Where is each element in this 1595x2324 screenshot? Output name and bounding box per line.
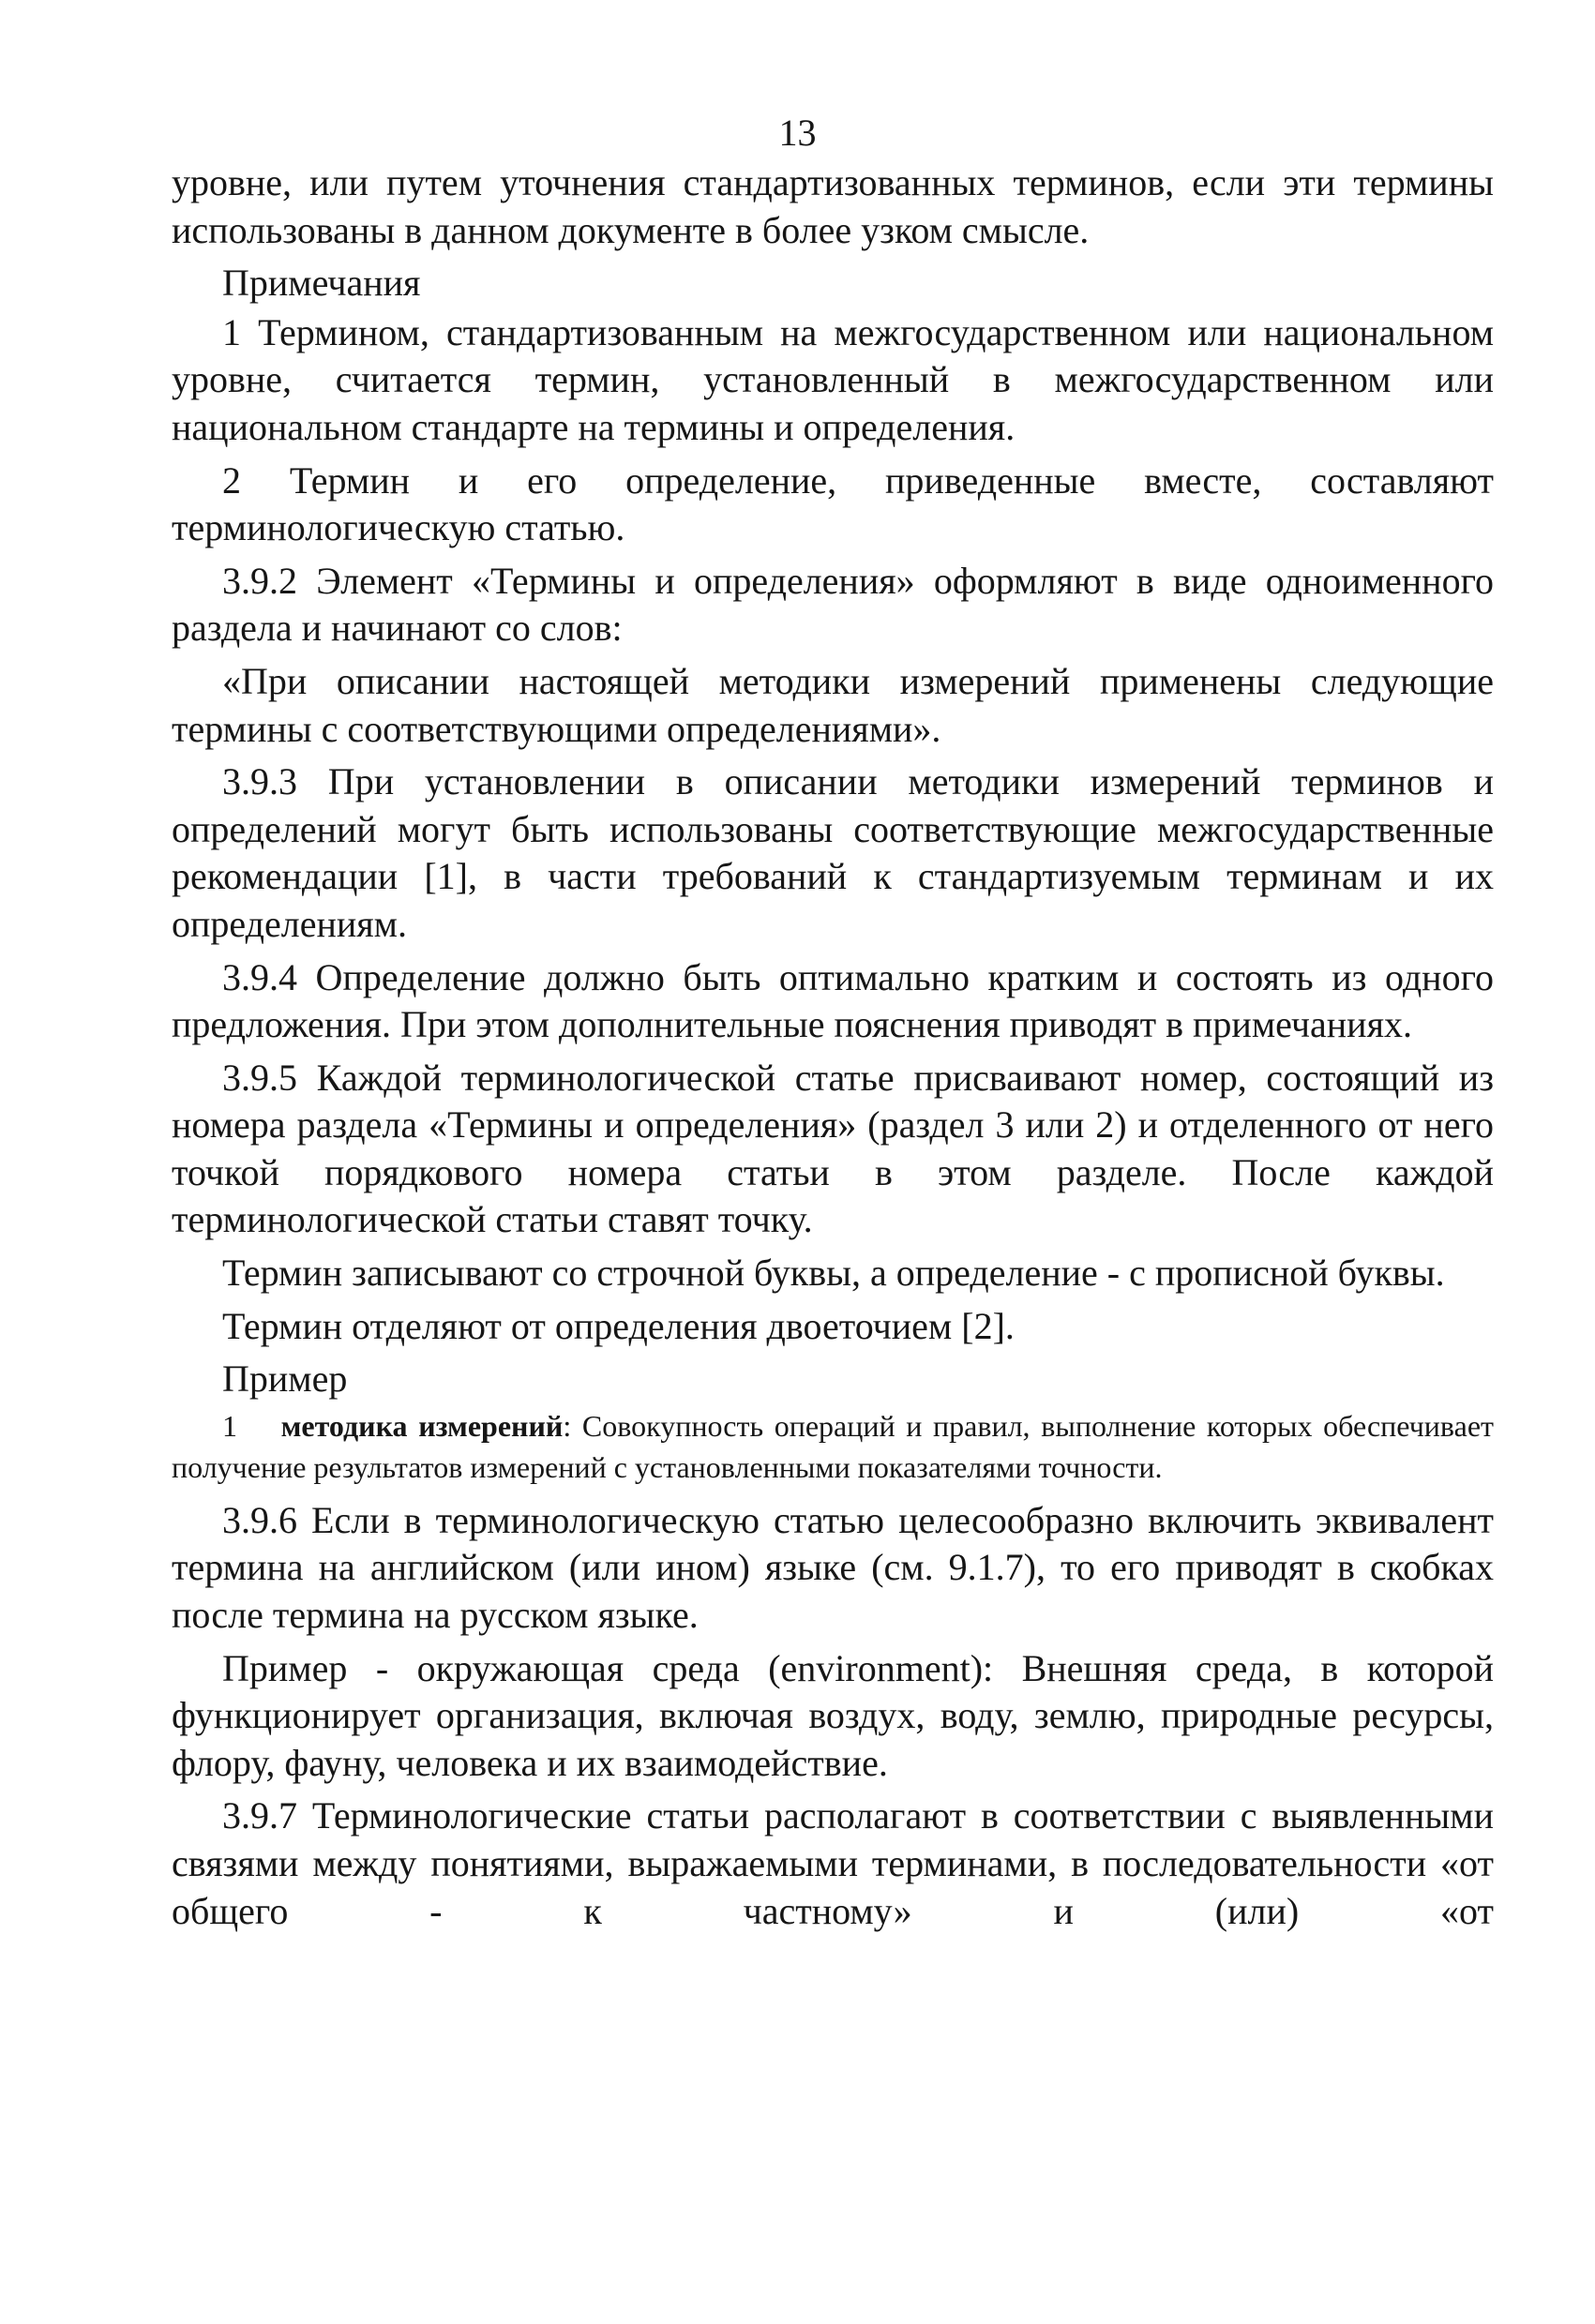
example-gap: [237, 1409, 281, 1443]
document-body: [172, 159, 1494, 1941]
example-number: 1: [222, 1408, 237, 1443]
example-definition: Совокупность операций и правил, выполнение которых обеспечивает получение результатов измерений с установленными показателями точности.: [172, 1408, 1495, 1484]
example-entry: [172, 1405, 1494, 1488]
paragraph-term-case: Термин записывают со строчной буквы, а определение - с прописной буквы.: [222, 1252, 1445, 1295]
paragraph-continuation: уровне, или путем уточнения стандартизованных терминов, если эти термины использованы в данном документе в более узком смысле.: [172, 161, 1494, 251]
paragraph-3-9-4: 3.9.4 Определение должно быть оптимально кратким и состоять из одного предложения. При этом дополнительные пояснения приводят в примечаниях.: [172, 955, 1494, 1046]
paragraph-3-9-6: 3.9.6 Если в терминологическую статью целесообразно включить эквивалент термина на английском (или ином) языке (см. 9.1.7), то его приводят в скобках после термина на русском языке.: [172, 1498, 1494, 1637]
paragraph-3-9-5: 3.9.5 Каждой терминологической статье присваивают номер, состоящий из номера раздела «Термины и определения» (раздел 3 или 2) и отделенного от него точкой порядкового номера статьи в этом разделе. После каждой терминологической статьи ставят точку.: [172, 1056, 1494, 1241]
paragraph-3-9-2: 3.9.2 Элемент «Термины и определения» оформляют в виде одноименного раздела и начинают со слов:: [172, 559, 1494, 650]
example-environment: Пример - окружающая среда (environment): Внешняя среда, в которой функционирует организация, включая воздух, воду, землю, природные ресурсы, флору, фауну, человека и их взаимодействие.: [172, 1646, 1494, 1784]
note-2: 2 Термин и его определение, приведенные вместе, составляют терминологическую статью.: [172, 458, 1494, 549]
example-term: методика измерений: [280, 1408, 564, 1443]
example-separator: :: [563, 1408, 572, 1443]
page-number: 13: [778, 112, 817, 154]
paragraph-3-9-7: 3.9.7 Терминологические статьи располагают в соответствии с выявленными связями между понятиями, выражаемыми терминами, в последовательности «от общего - к частному» и (или) «от: [172, 1794, 1494, 1932]
note-1: 1 Термином, стандартизованным на межгосударственном или национальном уровне, считается термин, установленный в межгосударственном или национальном стандарте на термины и определения.: [172, 310, 1494, 448]
quoted-phrase: «При описании настоящей методики измерений применены следующие термины с соответствующими определениями».: [172, 659, 1494, 750]
paragraph-term-colon: Термин отделяют от определения двоеточием [2].: [222, 1304, 1015, 1347]
notes-heading: Примечания: [222, 262, 421, 305]
paragraph-3-9-3: 3.9.3 При установлении в описании методики измерений терминов и определений могут быть использованы соответствующие межгосударственные рекомендации [1], в части требований к стандартизуемым терминам и их определениям.: [172, 760, 1494, 945]
example-heading: Пример: [222, 1357, 348, 1401]
